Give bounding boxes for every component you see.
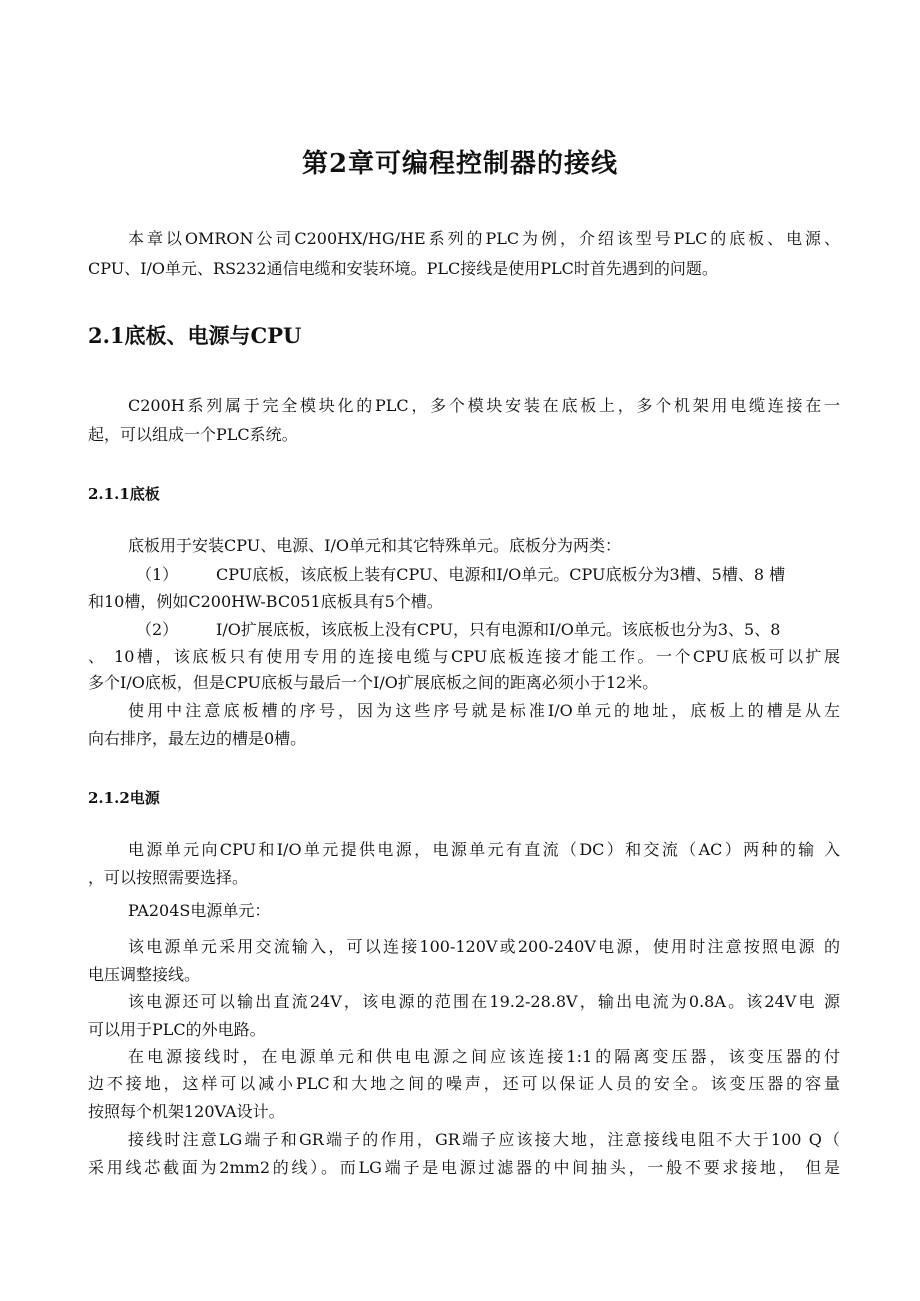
- baseboard-item-1: [128, 565, 840, 585]
- item-1-line-2: 和10槽，例如C200HW-BC051底板具有5个槽。: [88, 592, 443, 611]
- power-p6-line-2: 采用线芯截面为2mm2的线）。而LG端子是电源过滤器的中间抽头，一般不要求接地， 但是: [88, 1158, 840, 1177]
- power-p3-line-2: 电压调整接线。: [88, 965, 201, 984]
- item-2-line-2: 、 10槽，该底板只有使用专用的连接电缆与CPU底板连接才能工作。一个CPU底板可以扩展: [88, 647, 840, 666]
- power-unit-label: PA204S电源单元：: [128, 901, 271, 920]
- intro-line-1: 本章以OMRON公司C200HX/HG/HE系列的PLC为例，介绍该型号PLC的底板、电源、: [128, 229, 840, 248]
- section-2-1-line-2: 起，可以组成一个PLC系统。: [88, 425, 298, 444]
- item-2-line-3: 多个I/O底板，但是CPU底板与最后一个I/O扩展底板之间的距离必须小于12米。: [88, 673, 659, 692]
- power-p5-line-1: 在电源接线时，在电源单元和供电电源之间应该连接1:1的隔离变压器，该变压器的付: [128, 1047, 840, 1066]
- item-2-line-1: I/O扩展底板，该底板上没有CPU，只有电源和I/O单元。该底板也分为3、5、8: [216, 620, 781, 639]
- baseboard-note-line-1: 使用中注意底板槽的序号，因为这些序号就是标准I/O单元的地址，底板上的槽是从左: [128, 701, 840, 720]
- power-p6-line-1: 接线时注意LG端子和GR端子的作用，GR端子应该接大地，注意接线电阻不大于100 Q（: [128, 1130, 840, 1149]
- power-p4-line-2: 可以用于PLC的外电路。: [88, 1020, 266, 1039]
- power-p5-line-3: 按照每个机架120VA设计。: [88, 1102, 285, 1121]
- chapter-title: 第2章可编程控制器的接线: [301, 149, 619, 179]
- power-p5-line-2: 边不接地，这样可以减小PLC和大地之间的噪声，还可以保证人员的安全。该变压器的容量: [88, 1074, 840, 1093]
- section-heading-2-1: 2.1底板、电源与CPU: [88, 323, 302, 348]
- section-2-1-line-1: C200H系列属于完全模块化的PLC，多个模块安装在底板上，多个机架用电缆连接在一: [128, 396, 840, 415]
- item-2-number: （2）: [136, 620, 179, 639]
- baseboard-intro: 底板用于安装CPU、电源、I/O单元和其它特殊单元。底板分为两类：: [128, 536, 622, 555]
- power-p1-line-1: 电源单元向CPU和I/O单元提供电源，电源单元有直流（DC）和交流（AC）两种的输 入: [128, 840, 840, 859]
- intro-line-2: CPU、I/O单元、RS232通信电缆和安装环境。PLC接线是使用PLC时首先遇到的问题。: [88, 259, 718, 278]
- power-p1-line-2: ，可以按照需要选择。: [88, 868, 249, 887]
- baseboard-item-2: [128, 620, 840, 640]
- power-p3-line-1: 该电源单元采用交流输入，可以连接100-120V或200-240V电源，使用时注意按照电源 的: [128, 937, 840, 956]
- item-1-number: （1）: [136, 565, 179, 584]
- item-1-line-1: CPU底板，该底板上装有CPU、电源和I/O单元。CPU底板分为3槽、5槽、8 槽: [216, 565, 786, 584]
- section-heading-2-1-1: 2.1.1底板: [88, 485, 160, 503]
- baseboard-note-line-2: 向右排序，最左边的槽是0槽。: [88, 729, 307, 748]
- power-p4-line-1: 该电源还可以输出直流24V，该电源的范围在19.2-28.8V，输出电流为0.8A。该24V电 源: [128, 992, 840, 1011]
- section-heading-2-1-2: 2.1.2电源: [88, 789, 160, 807]
